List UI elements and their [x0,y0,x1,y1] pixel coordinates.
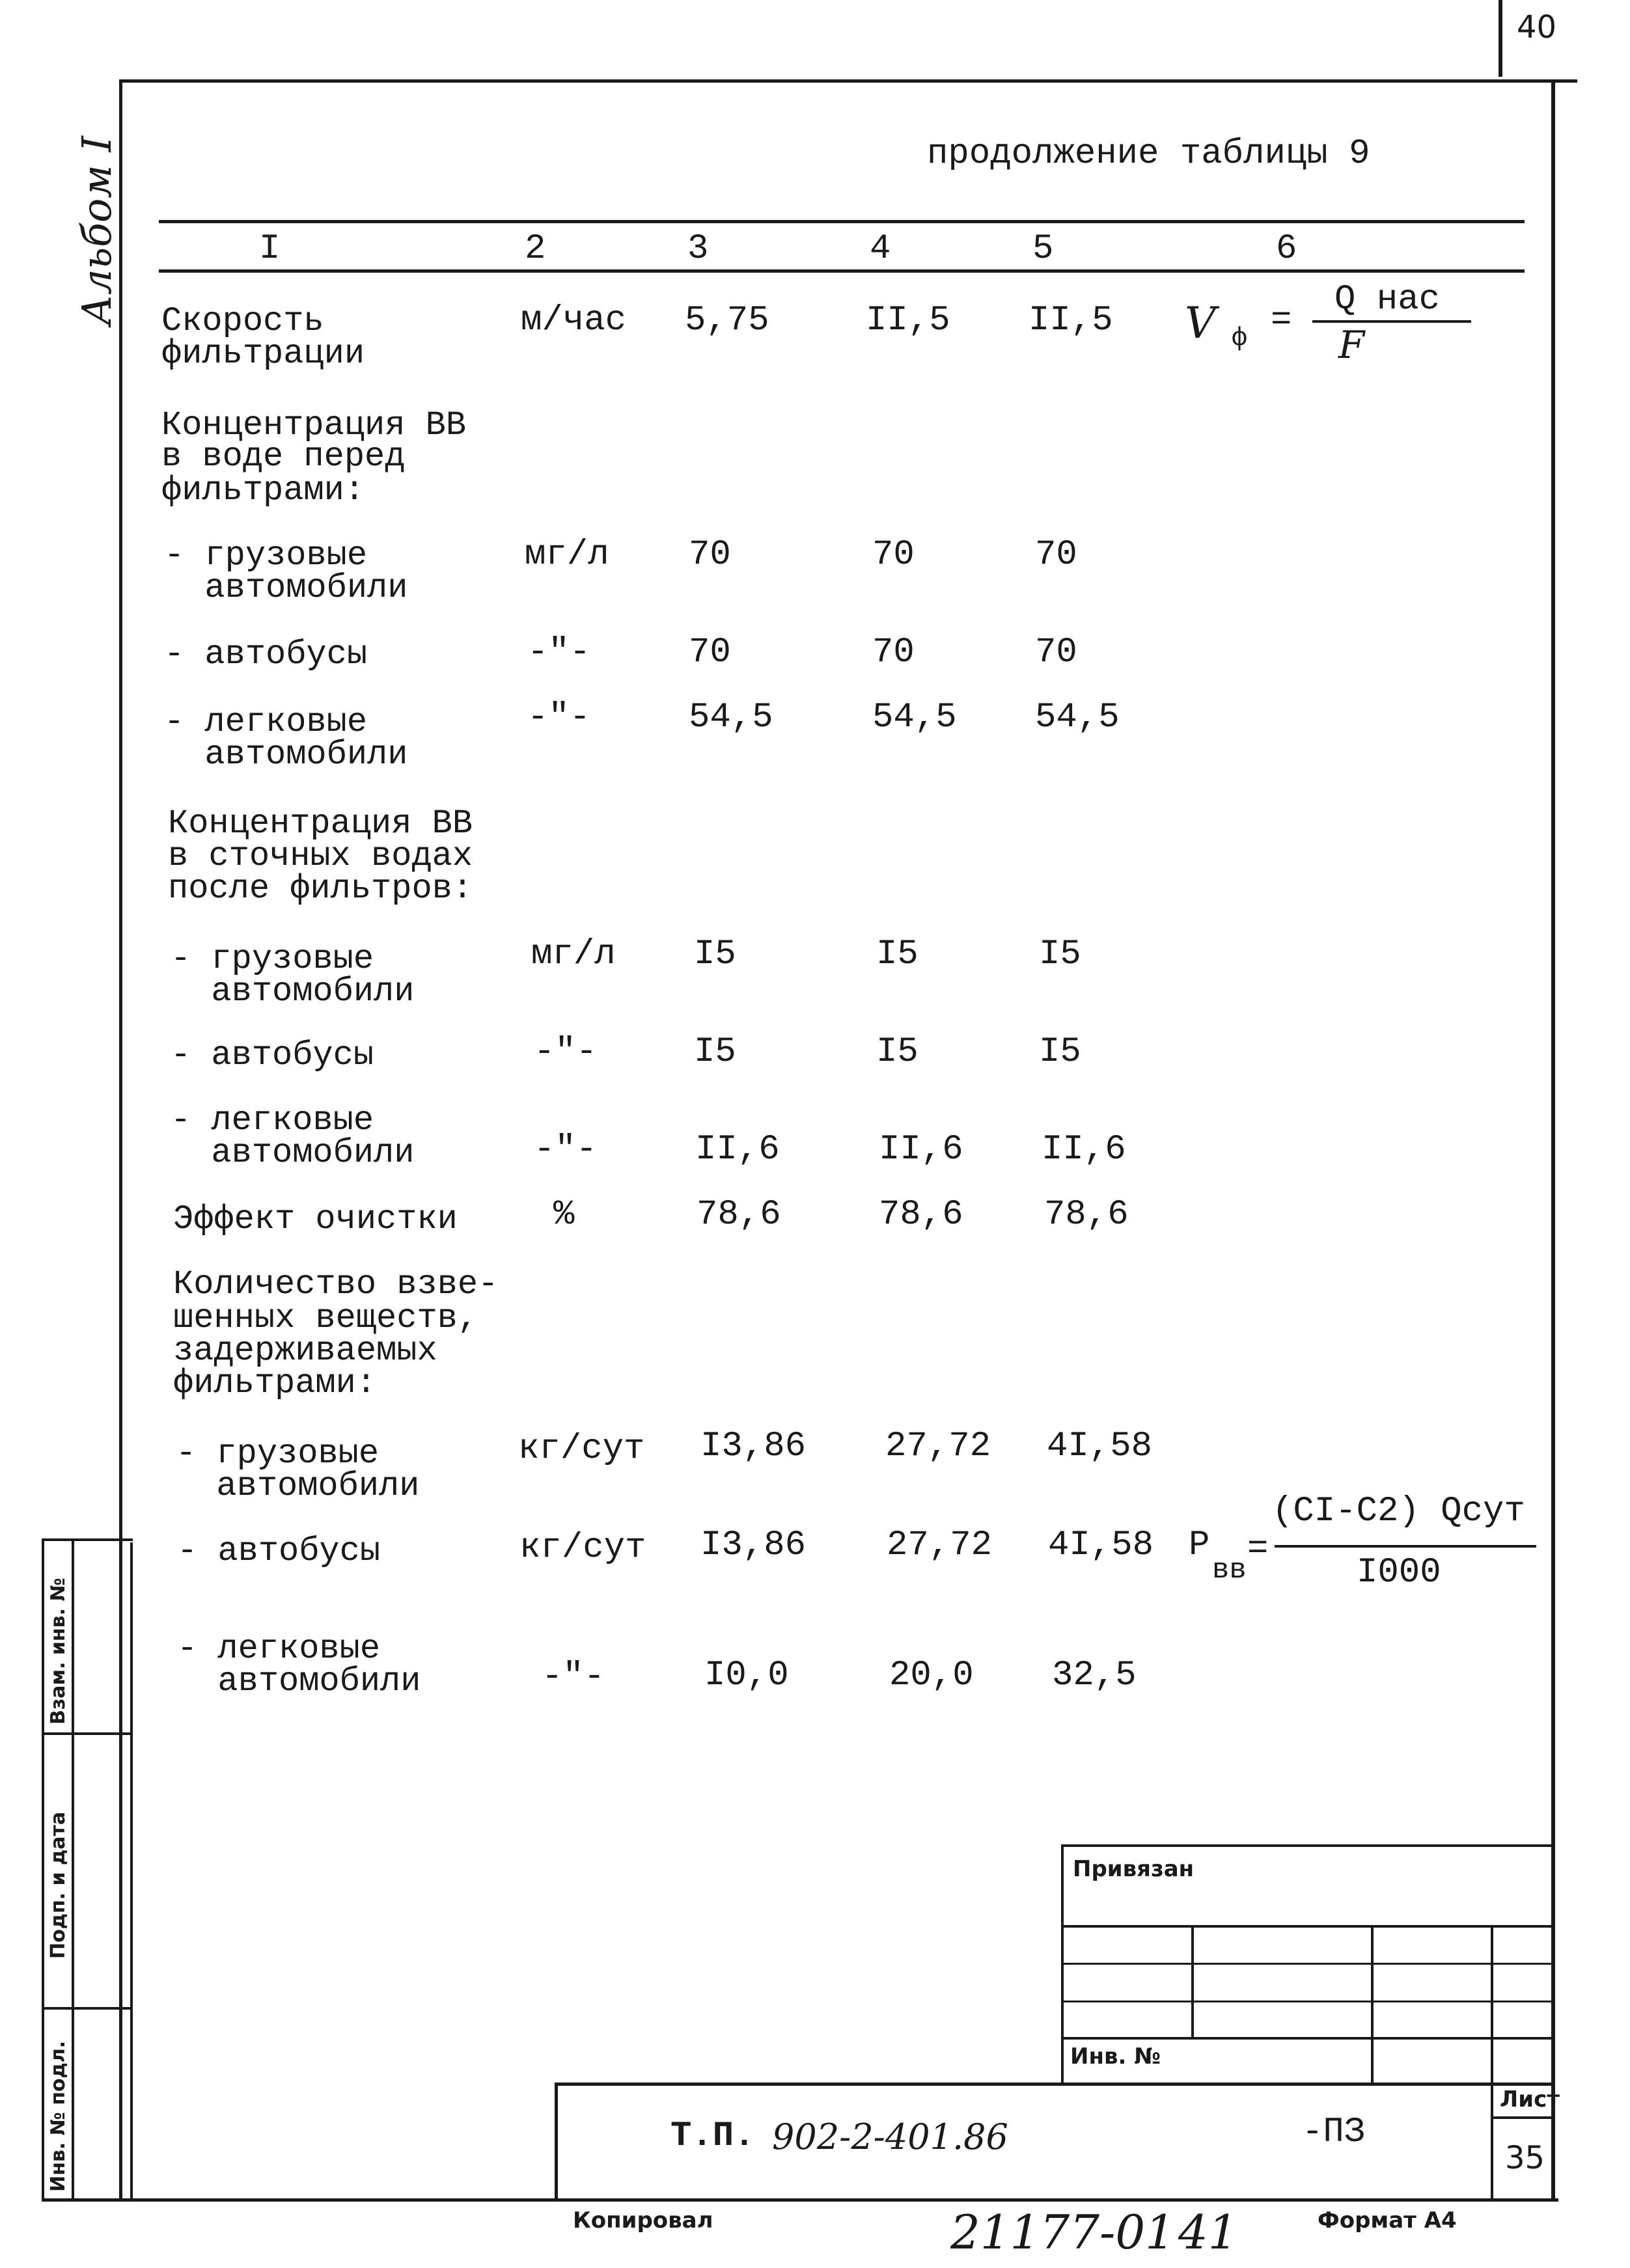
privyazan-label: Привязан [1073,1856,1195,1882]
row-unit: -"- [527,698,591,737]
row-label-line: фильтрами: [173,1364,377,1402]
table-caption: продолжение таблицы 9 [927,134,1370,174]
row-value-col5: 70 [1035,633,1077,672]
stamp-inv-podl: Инв. № подл. [47,2040,70,2192]
row-value-col5: 32,5 [1052,1656,1137,1695]
row-value-col4: 20,0 [889,1656,974,1695]
row-value-col3: II,6 [695,1130,780,1169]
formula1-lhs: V [1185,298,1216,348]
row-value-col4: II,5 [866,301,950,340]
row-label-line: после фильтров: [168,869,473,908]
row-value-col5: II,5 [1029,301,1113,340]
col-header-3: 3 [687,229,709,269]
footer-format: Формат А4 [1318,2207,1457,2234]
row-value-col5: 4I,58 [1048,1525,1154,1565]
row-unit: м/час [521,301,627,340]
formula2-den: I000 [1357,1553,1441,1592]
row-value-col4: 54,5 [872,698,957,737]
formula2-sub: вв [1212,1554,1247,1587]
row-label-line: автомобили [164,569,408,607]
frame-right [1551,79,1555,2201]
row-value-col3: I5 [694,935,736,974]
formula2-lhs: P [1189,1525,1210,1565]
row-label-line: - легковые [177,1630,381,1668]
row-unit: мг/л [525,535,609,575]
album-label: Альбом I [73,136,120,325]
row-unit: -"- [534,1032,598,1072]
row-label-line: автомобили [171,1134,415,1172]
row-value-col4: I5 [876,935,919,974]
row-label-line: Скорость [161,302,324,340]
row-label-line: автомобили [177,1662,421,1701]
row-label-line: Концентрация ВВ [168,804,473,843]
col-header-6: 6 [1276,229,1297,269]
doc-code-prefix: Т.П. [670,2116,755,2156]
row-value-col3: 5,75 [685,301,769,340]
row-label-line: автомобили [176,1467,420,1505]
col-header-2: 2 [525,229,546,269]
row-value-col3: 70 [689,633,731,672]
row-label-line: автомобили [164,735,408,774]
frame-left [119,79,122,2201]
row-label-line: - автобусы [164,635,368,674]
row-label-line: фильтрами: [161,471,365,510]
row-value-col4: 27,72 [887,1525,993,1565]
row-unit: мг/л [531,935,616,974]
doc-suffix: -ПЗ [1302,2112,1366,2152]
formula1-eq: = [1271,301,1292,340]
row-value-col5: 70 [1035,535,1077,575]
row-label-line: в сточных водах [168,837,473,875]
row-label-line: - грузовые [164,536,368,575]
row-label-line: автомобили [171,972,415,1011]
row-label-line: Эффект очистки [173,1200,458,1238]
row-value-col3: I3,86 [700,1427,807,1466]
row-unit: кг/сут [518,1429,645,1469]
row-label-line: в воде перед [161,437,406,476]
formula2-num: (CI-C2) Qсут [1272,1492,1525,1531]
footer-copied: Копировал [573,2207,713,2234]
frame-bottom [42,2198,1558,2202]
list-label: Лист [1500,2086,1560,2112]
row-label-line: - автобусы [177,1532,381,1570]
row-value-col4: 78,6 [879,1195,963,1235]
row-value-col3: I3,86 [700,1525,807,1565]
row-unit: -"- [534,1130,598,1169]
row-label-line: - грузовые [171,940,374,978]
stamp-vzam-inv: Взам. инв. № [47,1578,70,1725]
footer-number: 21177-01 [950,2205,1175,2260]
row-label-line: - легковые [171,1101,374,1140]
row-value-col5: I5 [1039,1032,1081,1072]
row-value-col3: 54,5 [689,698,773,737]
frame-top [119,79,1577,83]
row-unit: -"- [542,1657,605,1697]
row-value-col5: I5 [1039,935,1081,974]
row-value-col5: II,6 [1042,1130,1126,1169]
stamp-podp-data: Подп. и дата [47,1811,70,1959]
page-number: 40 [1517,9,1557,46]
col-header-1: I [259,229,281,269]
row-label-line: Концентрация ВВ [161,406,467,444]
row-value-col4: 27,72 [885,1427,991,1466]
row-label-line: - автобусы [171,1036,374,1074]
list-number: 35 [1505,2140,1545,2176]
formula1-sub: ф [1232,324,1248,353]
formula-filtration-speed [1185,280,1484,371]
header-rule-top [159,220,1525,223]
row-label-line: Количество взве- [173,1265,499,1304]
formula1-num: Q нас [1334,280,1441,320]
formula2-eq: = [1247,1529,1269,1569]
col-header-5: 5 [1032,229,1054,269]
row-label-line: фильтрации [161,335,365,373]
row-value-col3: I5 [694,1032,736,1072]
row-unit: % [553,1195,575,1235]
row-value-col3: I0,0 [704,1656,789,1695]
row-value-col3: 78,6 [697,1195,781,1235]
footer-sheet: 41 [1178,2205,1238,2260]
inv-no-label: Инв. № [1070,2043,1161,2070]
row-label-line: - легковые [164,703,368,741]
row-value-col5: 4I,58 [1047,1427,1153,1466]
row-value-col3: 70 [689,535,731,575]
row-value-col4: I5 [876,1032,919,1072]
formula-retained-solids [1185,1484,1536,1601]
row-label-line: шенных веществ, [173,1299,478,1337]
col-header-4: 4 [870,229,891,269]
row-value-col4: II,6 [879,1130,963,1169]
row-value-col5: 54,5 [1035,698,1120,737]
doc-code-handwritten: 902-2-401.86 [772,2116,1008,2157]
header-rule-bottom [159,269,1525,273]
row-value-col5: 78,6 [1044,1195,1129,1235]
row-label-line: задерживаемых [173,1332,437,1370]
formula1-den: F [1338,323,1365,367]
frame-left-inner [130,1542,133,2201]
row-value-col4: 70 [872,633,915,672]
row-unit: кг/сут [519,1528,646,1568]
row-label-line: - грузовые [176,1434,380,1473]
row-unit: -"- [527,633,591,672]
row-value-col4: 70 [872,535,915,575]
